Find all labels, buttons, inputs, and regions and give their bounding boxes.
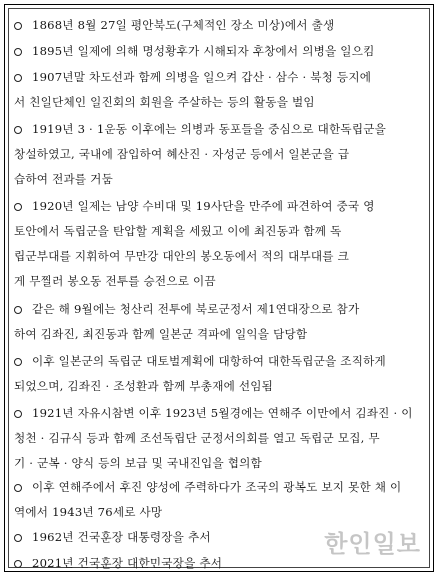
bullet-circle-icon <box>14 74 22 82</box>
text-line: 1921년 자유시참변 이후 1923년 5월경에는 연해주 이만에서 김좌진 · 이 <box>32 406 413 420</box>
bullet-circle-icon <box>14 560 22 568</box>
text-line: 1907년말 차도선과 함께 의병을 일으켜 갑산 · 삼수 · 북청 등지에 <box>32 70 372 84</box>
list-item <box>14 39 423 64</box>
text-line: 청천 · 김규식 등과 함께 조선독립단 군정서의회를 열고 독립군 모집, 무 <box>14 431 380 445</box>
list-item <box>14 194 423 294</box>
list-item <box>14 65 423 115</box>
list-item-text <box>14 13 423 38</box>
text-line: 기 · 군복 · 양식 등의 보급 및 국내진입을 협의함 <box>14 456 262 470</box>
bullet-circle-icon <box>14 534 22 542</box>
bullet-circle-icon <box>14 22 22 30</box>
text-line: 이후 연해주에서 후진 양성에 주력하다가 조국의 광복도 보지 못한 채 이 <box>32 480 402 494</box>
bullet-circle-icon <box>14 484 22 492</box>
text-line: 1920년 일제는 남양 수비대 및 19사단을 만주에 파견하여 중국 영 <box>32 199 375 213</box>
list-item-text <box>14 117 423 192</box>
text-line: 1895년 일제에 의해 명성황후가 시해되자 후창에서 의병을 일으킴 <box>32 44 375 58</box>
text-line: 토안에서 독립군을 탄압할 계획을 세웠고 이에 최진동과 함께 독 <box>14 224 342 238</box>
list-item <box>14 475 423 525</box>
text-line: 게 무찔러 봉오동 전투를 승전으로 이끔 <box>14 274 216 288</box>
text-line: 되었으며, 김좌진 · 조성환과 함께 부총재에 선임됨 <box>14 379 274 393</box>
text-line: 서 친일단체인 일진회의 회원을 주살하는 등의 활동을 벌임 <box>14 95 315 109</box>
list-item-text <box>14 39 423 64</box>
text-line: 역에서 1943년 76세로 사망 <box>14 505 163 519</box>
list-item <box>14 13 423 38</box>
watermark-logo: 한인일보 <box>324 530 421 558</box>
list-item-text <box>14 349 423 399</box>
bullet-circle-icon <box>14 306 22 314</box>
bullet-circle-icon <box>14 410 22 418</box>
text-line: 습하여 전과를 거둠 <box>14 172 113 186</box>
list-item-text <box>14 65 423 115</box>
text-line: 이후 일본군의 독립군 대토벌계획에 대항하여 대한독립군을 조직하게 <box>32 354 386 368</box>
bullet-circle-icon <box>14 203 22 211</box>
list-item-text <box>14 194 423 294</box>
text-line: 창설하였고, 국내에 잠입하여 혜산진 · 자성군 등에서 일본군을 급 <box>14 147 350 161</box>
text-line: 하여 김좌진, 최진동과 함께 일본군 격파에 일익을 담당함 <box>14 327 308 341</box>
content-box <box>8 8 430 568</box>
text-line: 1962년 건국훈장 대통령장을 추서 <box>32 530 211 544</box>
bullet-circle-icon <box>14 358 22 366</box>
list-item-text <box>14 297 423 347</box>
text-line: 2021년 건국훈장 대한민국장을 추서 <box>32 556 223 570</box>
text-line: 같은 해 9월에는 청산리 전투에 북로군정서 제1연대장으로 참가 <box>32 302 360 316</box>
text-line: 1919년 3 · 1운동 이후에는 의병과 동포들을 중심으로 대한독립군을 <box>32 122 387 136</box>
list-item-text <box>14 475 423 525</box>
text-line: 립군부대를 지휘하여 무만강 대안의 봉오동에서 적의 대부대를 크 <box>14 249 349 263</box>
text-line: 1868년 8월 27일 평안북도(구체적인 장소 미상)에서 출생 <box>32 18 335 32</box>
list-item-text <box>14 401 423 476</box>
bullet-circle-icon <box>14 48 22 56</box>
list-item <box>14 401 423 476</box>
content-frame <box>4 4 434 572</box>
bullet-circle-icon <box>14 126 22 134</box>
list-item <box>14 349 423 399</box>
list-item <box>14 117 423 192</box>
list-item <box>14 297 423 347</box>
